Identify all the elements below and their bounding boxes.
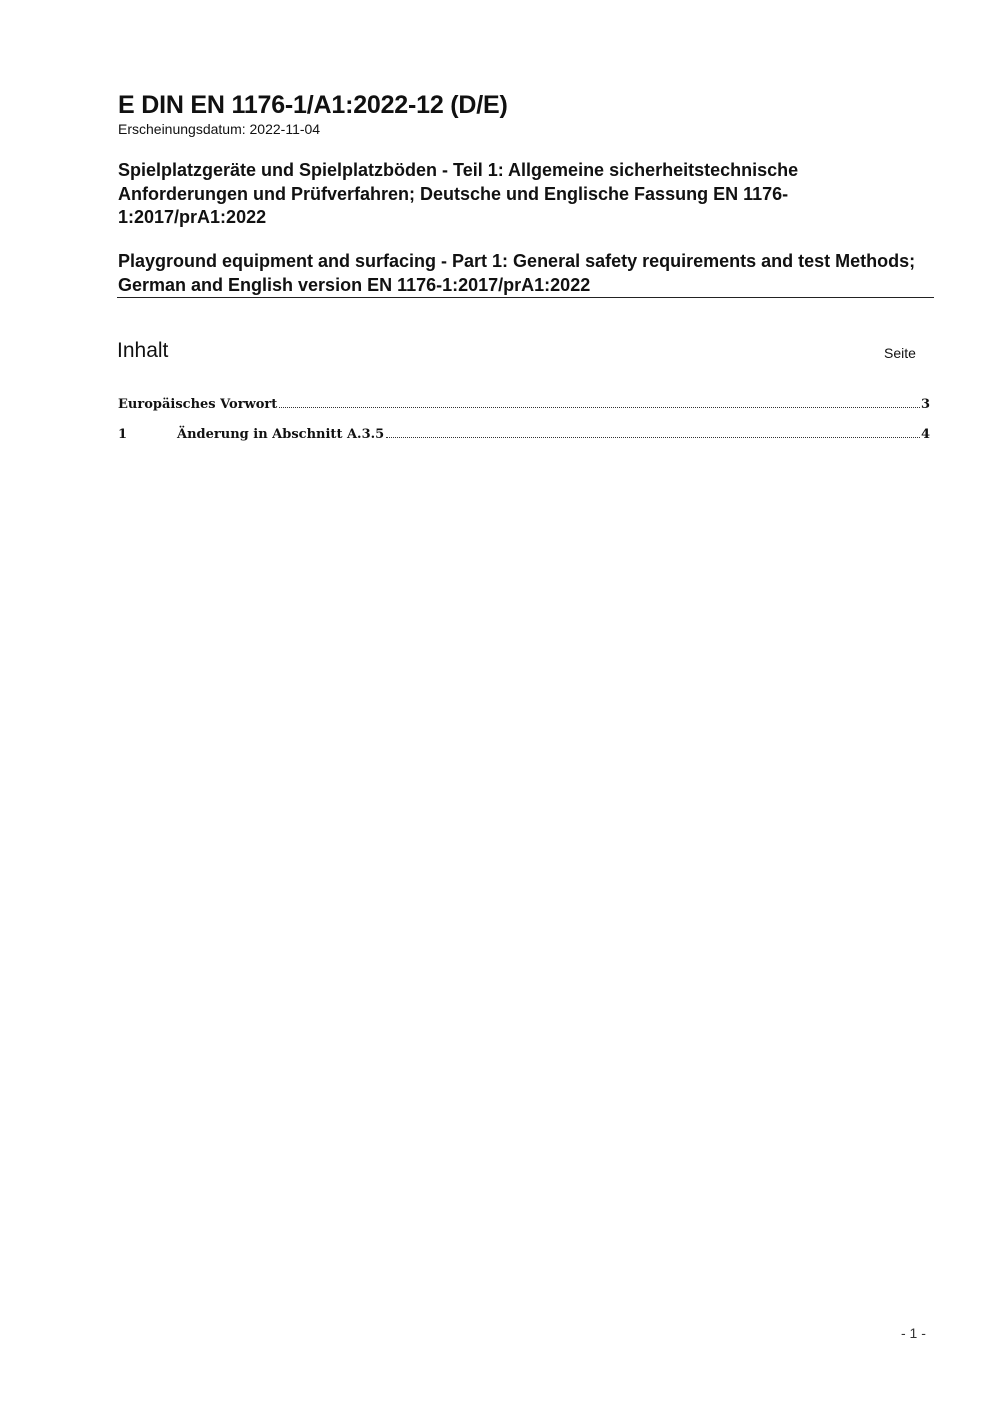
document-id: E DIN EN 1176-1/A1:2022-12 (D/E) <box>118 91 508 119</box>
title-english: Playground equipment and surfacing - Part 1: General safety requirements and test Methods; German and English version EN 1176-1:2017/prA1:2022 <box>118 251 916 295</box>
toc-leader-dots <box>279 406 920 408</box>
toc-entry-text: Europäisches Vorwort <box>118 397 278 412</box>
toc-heading: Inhalt <box>117 339 169 362</box>
publication-date: Erscheinungsdatum: 2022-11-04 <box>118 121 321 137</box>
title-german: Spielplatzgeräte und Spielplatzböden - Teil 1: Allgemeine sicherheitstechnische Anforderungen und Prüfverfahren; Deutsche und Englische Fassung EN 1176-1:2017/prA1:2022 <box>118 160 799 227</box>
page-number: - 1 - <box>901 1325 926 1341</box>
toc-entry-number: 1 <box>118 427 128 442</box>
title-divider <box>117 297 934 298</box>
toc-entry-page: 4 <box>920 427 930 442</box>
toc-entry-page: 3 <box>920 397 930 412</box>
toc-entry-amendment-a35[interactable] <box>118 425 930 445</box>
toc-leader-dots <box>386 436 920 438</box>
toc-entry-european-foreword[interactable] <box>118 395 930 415</box>
toc-page-label: Seite <box>884 345 916 361</box>
toc-entry-text: Änderung in Abschnitt A.3.5 <box>177 427 385 442</box>
